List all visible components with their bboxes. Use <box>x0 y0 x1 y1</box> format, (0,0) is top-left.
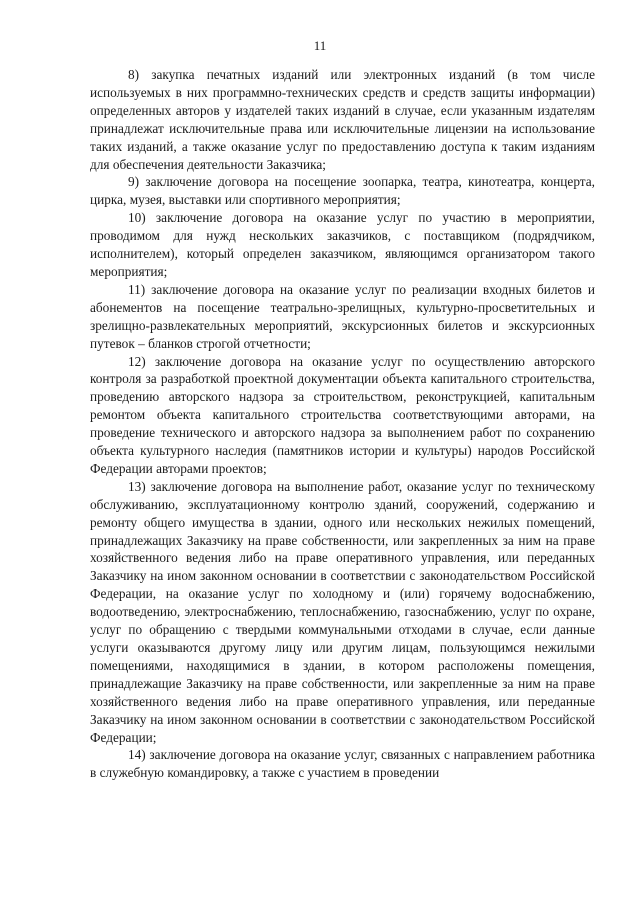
list-item-8: 8) закупка печатных изданий или электронных изданий (в том числе используемых в них программно-технических средств и средств защиты информации) определенных авторов у издателей таких изданий в случае, если указанным издателям принадлежат исключительные права или исключительные лицензии на использование таких изданий, а также оказание услуг по предоставлению доступа к таким изданиям для обеспечения деятельности Заказчика; <box>90 67 595 172</box>
list-item-9: 9) заключение договора на посещение зоопарка, театра, кинотеатра, концерта, цирка, музея, выставки или спортивного мероприятия; <box>90 174 595 208</box>
page-number: 11 <box>313 38 327 53</box>
list-item-13: 13) заключение договора на выполнение работ, оказание услуг по техническому обслуживанию, эксплуатационному контролю зданий, сооружений, содержанию и ремонту общего имущества в здании, одного или нескольких нежилых помещений, принадлежащих Заказчику на праве собственности, или закрепленных за ним на праве хозяйственного ведения либо на праве оперативного управления, или переданных Заказчику на ином законном основании в соответствии с законодательством Российской Федерации, на оказание услуг по холодному и (или) горячему водоснабжению, водоотведению, электроснабжению, теплоснабжению, газоснабжению, услуг по охране, услуг по обращению с твердыми коммунальными отходами в случае, если данные услуги оказываются другому лицу или другим лицам, пользующимся нежилыми помещениями, находящимися в здании, в котором расположены помещения, принадлежащие Заказчику на праве собственности, или закрепленные за ним на праве хозяйственного ведения либо на праве оперативного управления, или переданные Заказчику на ином законном основании в соответствии с законодательством Российской Федерации; <box>90 478 595 745</box>
document-body <box>90 66 595 782</box>
list-item-11: 11) заключение договора на оказание услуг по реализации входных билетов и абонементов на посещение театрально-зрелищных, культурно-просветительных и зрелищно-развлекательных мероприятий, экскурсионных билетов и экскурсионных путевок – бланков строгой отчетности; <box>90 281 595 351</box>
list-item-12: 12) заключение договора на оказание услуг по осуществлению авторского контроля за разработкой проектной документации объекта капитального строительства, проведению авторского надзора за строительством, реконструкцией, капитальным ремонтом объекта капитального строительства соответствующими авторами, на проведение технического и авторского надзора за выполнением работ по сохранению объекта культурного наследия (памятников истории и культуры) народов Российской Федерации авторами проектов; <box>90 353 595 476</box>
list-item-14: 14) заключение договора на оказание услуг, связанных с направлением работника в служебную командировку, а также с участием в проведении <box>90 747 595 781</box>
list-item-10: 10) заключение договора на оказание услуг по участию в мероприятии, проводимом для нужд нескольких заказчиков, с поставщиком (подрядчиком, исполнителем), который определен заказчиком, являющимся организатором такого мероприятия; <box>90 210 595 279</box>
